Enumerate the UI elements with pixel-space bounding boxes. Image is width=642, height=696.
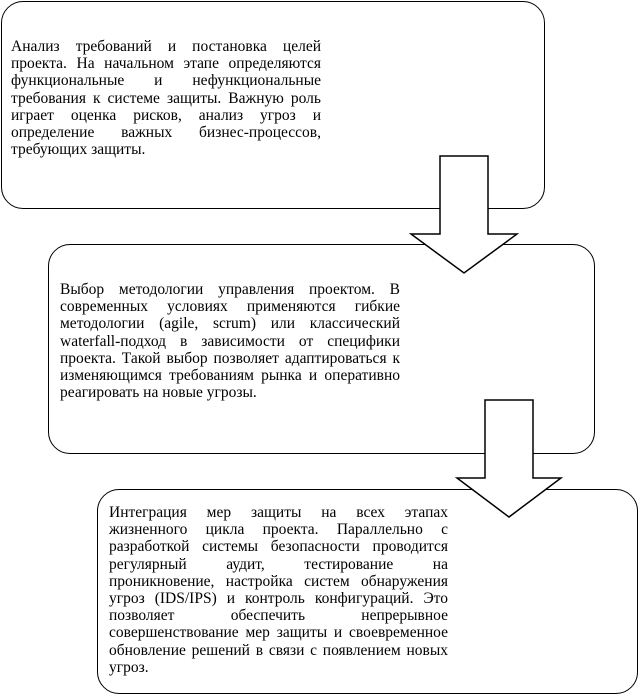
step-2-text: Выбор методологии управления проектом. В современных условиях применяются гибкие методологии (agile, scrum) или классический waterfall-подход в зависимости от специфики проекта. Такой выбор позволяет адаптироваться к изменяющимся требованиям рынка и оперативно реагировать на новые угрозы. (60, 281, 400, 402)
step-3-text: Интеграция мер защиты на всех этапах жизненного цикла проекта. Параллельно с разработкой системы безопасности проводится регулярный аудит, тестирование на проникновение, настройка систем обнаружения угроз (IDS/IPS) и контроль конфигураций. Это позволяет обеспечить непрерывное совершенствование мер защиты и своевременное обновление решений в связи с появлением новых угроз. (109, 504, 448, 676)
step-1-text: Анализ требований и постановка целей проекта. На начальном этапе определяются функциональные и нефункциональные требования к системе защиты. Важную роль играет оценка рисков, анализ угроз и определение важных бизнес-процессов, требующих защиты. (11, 38, 321, 159)
step-3-box (97, 489, 638, 694)
arrow-step2-to-step3-icon (456, 400, 562, 518)
arrow-step1-to-step2-icon (410, 156, 518, 274)
